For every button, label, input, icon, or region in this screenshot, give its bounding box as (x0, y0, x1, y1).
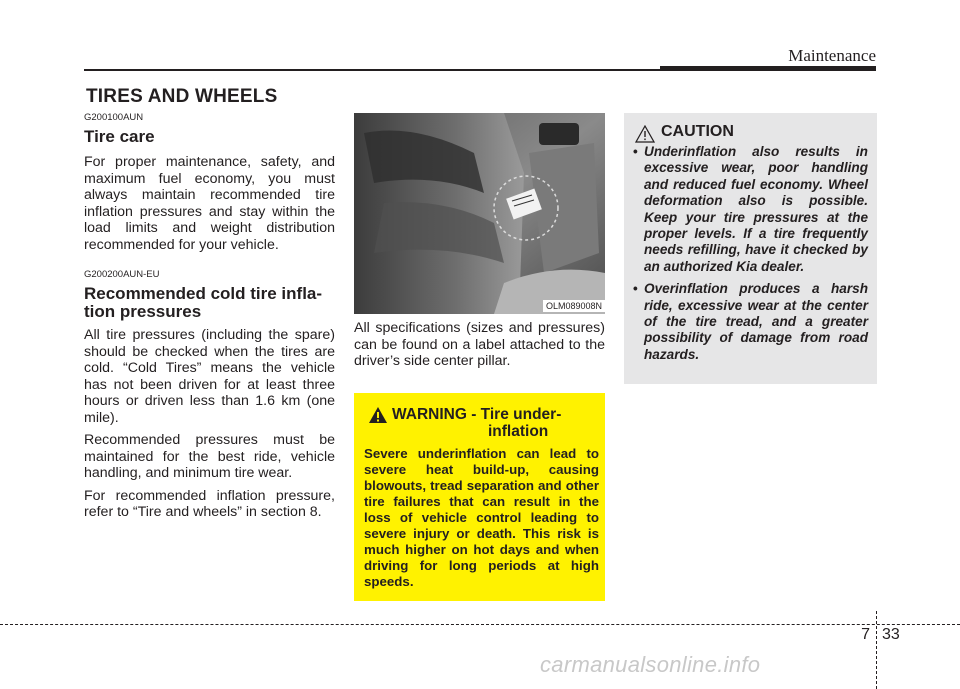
tire-care-code: G200100AUN (84, 112, 144, 123)
cold-pressures-heading-line2: tion pressures (84, 302, 202, 321)
warning-box (354, 393, 605, 601)
cold-pressures-para1: All tire pressures (including the spare) should be checked when the tires are cold. “Cold Tires” means the vehicle has not been driven for at least three hours or driven less than 1.6 km (one mile). (84, 327, 335, 426)
chapter-number: 7 (861, 626, 870, 643)
photo-code: OLM089008N (543, 300, 605, 312)
warning-body: Severe underinflation can lead to severe heat build-up, causing blowouts, tread separation and other tire failures that can result in the loss of vehicle control leading to severe injury or death. This risk is much higher on hot days and when driving for long periods at high speeds. (364, 446, 599, 589)
warning-title-2: inflation (488, 423, 549, 440)
cold-pressures-heading (84, 285, 335, 321)
caution-icon (635, 125, 655, 143)
section-title: TIRES AND WHEELS (86, 86, 278, 107)
caution-item: • Underinflation also results in excessive wear, poor handling and reduced fuel economy. Wheel deformation also is possible. Keep your tire pressures at the proper levels. If a tire frequently needs refilling, have it checked by an authorized Kia dealer. (633, 144, 868, 274)
watermark: carmanualsonline.info (540, 652, 761, 677)
caution-item-text: Underinflation also results in excessive wear, poor handling and reduced fuel economy. Wheel deformation also is possible. Keep your tire pressures at the proper levels. If a tire frequently needs refilling, have it checked by an authorized Kia dealer. (644, 144, 868, 274)
footer-rule (0, 624, 960, 625)
running-header: Maintenance (788, 46, 876, 65)
door-pillar-photo (354, 113, 605, 314)
cold-pressures-heading-line1: Recommended cold tire infla- (84, 284, 323, 303)
pillar-label-illustration (354, 113, 605, 314)
caution-item-text: Overinflation produces a harsh ride, excessive wear at the center of the tire tread, and a greater possibility of damage from road hazards. (644, 281, 868, 362)
caution-item: • Overinflation produces a harsh ride, excessive wear at the center of the tire tread, and a greater possibility of damage from road hazards. (633, 281, 868, 362)
caution-list (632, 144, 868, 369)
cold-pressures-para2: Recommended pressures must be maintained for the best ride, vehicle handling, and minimum tire wear. (84, 432, 335, 481)
cold-pressures-code: G200200AUN-EU (84, 269, 160, 280)
footer-divider (876, 611, 877, 689)
warning-title: WARNING - Tire under- (392, 406, 562, 423)
header-rule-accent (660, 66, 876, 71)
warning-icon (368, 406, 388, 424)
caution-box (624, 113, 877, 384)
tire-care-heading: Tire care (84, 127, 155, 146)
page-number: 33 (882, 626, 900, 643)
tire-care-body: For proper maintenance, safety, and maximum fuel economy, you must always maintain recommended tire inflation pressures and stay within the load limits and weight distribution recommended for your vehicle. (84, 154, 335, 253)
left-column (84, 112, 335, 521)
cold-pressures-para3: For recommended inflation pressure, refer to “Tire and wheels” in section 8. (84, 487, 335, 520)
caution-title: CAUTION (661, 123, 734, 140)
label-location-text: All specifications (sizes and pressures) can be found on a label attached to the driver’s side center pillar. (354, 320, 605, 369)
